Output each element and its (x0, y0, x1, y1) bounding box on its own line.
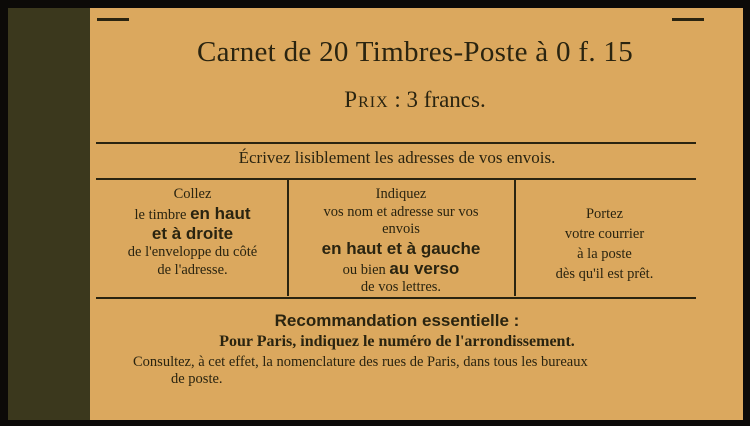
column-1-line-4: de l'adresse. (157, 261, 228, 278)
rule-columns-bottom (96, 297, 696, 299)
rule-top (96, 142, 696, 144)
corner-mark-left (97, 18, 129, 21)
column-divider-1 (287, 179, 289, 296)
column-2-line-3: envois (382, 221, 420, 237)
column-3-line-2: votre courrier (564, 226, 645, 242)
column-3-line-4: dès qu'il est prêt. (555, 266, 654, 282)
column-1-line-1: Collez (173, 186, 212, 202)
booklet-title: Carnet de 20 Timbres-Poste à 0 f. 15 (196, 36, 634, 68)
column-mailing (517, 204, 692, 284)
column-sender-address (290, 186, 512, 297)
column-3-line-3: à la poste (577, 246, 632, 262)
consult-line-1: Consultez, à cet effet, la nomenclature des rues de Paris, dans tous les bureaux (133, 354, 588, 370)
column-1-line-2-text: le timbre (134, 206, 187, 223)
column-1-line-2 (100, 204, 285, 225)
column-2-mid-text: ou bien (342, 261, 386, 278)
booklet-spine (8, 8, 90, 420)
column-stamp-position (100, 186, 285, 279)
consult-text (133, 354, 693, 388)
rule-columns-top (96, 178, 696, 180)
column-2-bold-1: en haut et à gauche (321, 238, 481, 258)
column-3-line-1: Portez (585, 206, 624, 222)
column-2-line-1: Indiquez (375, 186, 427, 202)
paris-instruction: Pour Paris, indiquez le numéro de l'arrondissement. (219, 333, 575, 350)
instruction-text: Écrivez lisiblement les adresses de vos envois. (238, 148, 556, 167)
booklet-price (90, 87, 740, 113)
column-2-line-2: vos nom et adresse sur vos (323, 203, 479, 220)
column-1-bold-2: et à droite (151, 224, 234, 243)
recommendation-title: Recommandation essentielle : (274, 311, 520, 330)
column-1-line-3: de l'enveloppe du côté (127, 244, 258, 260)
column-2-line-4 (290, 259, 512, 280)
column-2-line-5: de vos lettres. (360, 279, 442, 295)
corner-mark-right (672, 18, 704, 21)
column-2-bold-2: au verso (389, 258, 460, 278)
column-1-bold-1: en haut (190, 203, 251, 223)
column-divider-2 (514, 179, 516, 296)
consult-line-2: de poste. (171, 371, 223, 387)
price-label: Prix (344, 87, 389, 112)
price-value: : 3 francs. (394, 87, 486, 112)
